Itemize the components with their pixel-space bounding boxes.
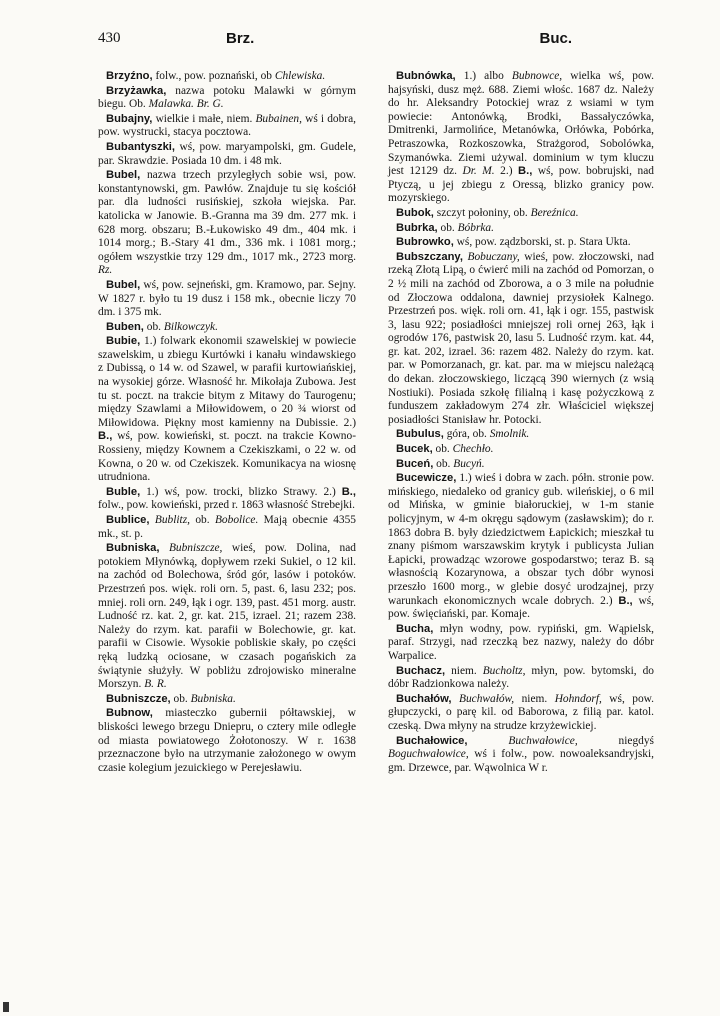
dictionary-entry	[388, 623, 654, 664]
entry-italic-text: Chechło.	[452, 443, 494, 456]
entry-headword: Bubrka,	[396, 221, 438, 234]
right-column	[388, 70, 654, 776]
column-gutter	[373, 66, 374, 938]
entry-text: wś i folw., pow. nowoaleksandryjski, gm. Drzewce, par. Wąwolnica W r.	[388, 748, 654, 774]
entry-text	[159, 542, 168, 554]
dictionary-entry	[98, 542, 356, 692]
entry-text: wieś, pow. złoczowski, nad rzeką Złotą Lipą, o ćwierć mili na zachód od Pomorzan, o 2 ½ mili na zachód od Zborowa, a o 3 mile na południe od Złoczowa oddalona, dawniej przysiołek Kalnego. Przestrzeń pos. więk. roli orn. 41, łąk i ogr. 155, pastwisk 3, lasu 922; posiadłości mniejszej roli ornej 263, łąk i ogrodów 176, pastwisk 20, lasu 5. Ludność rzym. kat. 44, gr. kat. 202, izrael. 36: razem 482. Należy do rzym. kat. par. w Pomorzanach, gr. kat. par. ma w miejscu należącą do dekan. złoczowskiego, liczącą 390 wiernych (z wsią Nostiuki). Posiada szkołę filialną i kasę pożyczkową z funduszem zakładowym 274 złr. Właściciel większej posiadłości Stanisław hr. Potocki.	[388, 250, 654, 426]
entry-italic-text: Bubniszcze,	[168, 542, 223, 555]
entry-text: wś, pow. maryampolski, gm. Gudele, par. Skrawdzie. Posiada 10 dm. i 48 mk.	[98, 140, 356, 167]
entry-text: niem.	[445, 664, 483, 677]
scan-corner-mark	[3, 1002, 9, 1012]
entry-text: wielkie i małe, niem.	[152, 112, 256, 125]
entry-headword: Brzyźno,	[106, 70, 153, 82]
entry-headword: Buceń,	[396, 457, 434, 470]
dictionary-entry	[388, 70, 654, 206]
entry-text: wieś, pow. Dolina, nad potokiem Młynówką, dopływem rzeki Sukiel, o 12 kil. na zachód od Bolechowa, śród gór, lasów i potoków. Przestrzeń pos. więk. roli orn. 5, past. 6, lasu 232; pos. mniej. roli orn. 249, łąk i ogr. 139, past. 451 morg. austr. Ludność rz. kat. 2, gr. kat. 215, izrael. 21; razem 238. Należy do rzym. kat. parafii w Bolechowie, gr. kat. parafii w Cisowie. Wysokie pobliskie skały, po części ręką ludzką ociosane, w czasach pogańskich za świątynie służyły. W pobliżu zdrojowisko mineralne Morszyn.	[98, 542, 356, 691]
entry-text: ob.	[437, 221, 458, 234]
entry-italic-text: Bóbrka.	[457, 221, 494, 234]
entry-text: młyn, pow. bytomski, do dóbr Radzionkowa należy.	[388, 664, 654, 691]
entry-italic-text: Bucholtz,	[482, 664, 526, 677]
entry-italic-text: Bobuczany,	[467, 250, 520, 263]
entry-italic-text: Bubainen,	[255, 112, 302, 125]
entry-text: niem.	[514, 692, 555, 705]
entry-headword: Bubnow,	[106, 707, 153, 720]
entry-text: folw., pow. poznański, ob	[152, 70, 275, 82]
entry-italic-text: Malawka.	[148, 98, 194, 111]
entry-italic-text: Br. G.	[196, 98, 224, 111]
dictionary-entry	[98, 141, 356, 168]
entry-italic-text: Chlewiska.	[274, 70, 326, 82]
dictionary-entry	[98, 279, 356, 320]
entry-text: folw., pow. kowieński, przed r. 1863 własność Strebejki.	[98, 499, 355, 512]
entry-italic-text: Buchwałów,	[459, 692, 515, 705]
entry-text: wś, pow. kowieński, st. poczt. na trakcie Kowno-Rossieny, między Kownem a Czekiszkami, o 22 w. od Kowna, o 20 w. od Czekiszek. Komunikacya na wiosnę utrudniona.	[98, 430, 356, 484]
dictionary-entry	[388, 251, 654, 428]
entry-headword: Bubajny,	[106, 112, 153, 125]
entry-italic-text: Boguchwałowice,	[388, 748, 469, 761]
entry-headword: Bubulus,	[396, 428, 444, 441]
entry-italic-text: Bereźnica.	[530, 206, 579, 219]
dictionary-entry	[388, 222, 654, 236]
running-header	[98, 30, 652, 52]
entry-text: ob.	[190, 514, 215, 526]
dictionary-entry	[98, 707, 356, 775]
entry-headword: Bubrowko,	[396, 236, 454, 249]
entry-italic-text: Bucyń.	[453, 457, 485, 470]
entry-headword: Bubel,	[106, 278, 141, 291]
entry-headword: Bubok,	[396, 206, 434, 219]
entry-headword: Buchałów,	[396, 692, 452, 705]
entry-text: 1.) wieś i dobra w zach. półn. stronie pow. mińskiego, niedaleko od granicy gub. wileńskiej, o 6 mil od Mińska, w gminie białoruckiej, w 1-m stanie policyjnym, w 4-m okręgu sądowym (zasławskim); do r. 1863 dobra B. były dziedzictwem Łapickich; mieszkał tu znany piśmom warszawskim krytyk i publicysta Julian Łapicki, prowadząc wzorowe gospodarstwo; teraz B. są własnością Kozarynowa, a obszar tych dóbr wynosi przeszło 1600 morg., w glebie dosyć urodzajnej, przy warunkach ekonomicznych wcale dobrych. 2.)	[388, 472, 654, 607]
entry-headword: B.,	[98, 430, 113, 443]
entry-text: młyn wodny, pow. rypiński, gm. Wąpielsk, paraf. Strzygi, nad rzeczką bez nazwy, należy do dóbr Warpalice.	[388, 622, 654, 662]
dictionary-entry	[388, 207, 654, 221]
dictionary-entry	[98, 514, 356, 541]
entry-text: nazwa potoku Malawki w górnym biegu. Ob.	[98, 84, 356, 111]
entry-text: góra, ob.	[443, 428, 490, 441]
dictionary-entry	[388, 693, 654, 734]
entry-text: ob.	[170, 692, 191, 705]
entry-headword: Buchacz,	[396, 664, 446, 677]
left-guide-word: Brz.	[226, 30, 255, 47]
entry-headword: Bubantyszki,	[106, 140, 176, 153]
entry-text: Mają obecnie 4355 mk., st. p.	[98, 514, 356, 540]
entry-text: 1.) albo	[455, 70, 512, 82]
dictionary-entry	[98, 693, 356, 707]
entry-headword: B.,	[341, 485, 356, 498]
entry-text: nazwa trzech przyległych sobie wsi, pow. konstantynowski, gm. Pawłów. Znajduje tu się kościół par. dla ludności rusińskiej, szkoła wiejska. Par. katolicka w Janowie. B.-Granna ma 39 dm. 277 mk. i 628 morg. obszaru; B.-Łukowisko 49 dm., 404 mk. i 1014 morg.; B.-Stary 41 dm., 336 mk. i 1081 morg.; ogółem wszystkie trzy 129 dm., 1017 mk., 2723 morg.	[98, 169, 356, 263]
entry-text	[468, 735, 509, 747]
dictionary-entry	[388, 472, 654, 622]
entry-italic-text: Bublitz,	[154, 514, 190, 526]
entry-headword: Buchałowice,	[396, 734, 468, 747]
entry-italic-text: Rz.	[98, 264, 113, 277]
entry-text: 1.) folwark ekonomii szawelskiej w powiecie szawelskim, u zbiegu Kurtówki i kanału windawskiego z Dubissą, o 14 w. od Szawel, w parafii kurtowiańskiej, na wysokiej górze. Własność hr. Mikołaja Zubowa. Jest tu st. poczt. na trakcie bitym z Mitawy do Taurogenu; między Szawlami a Miłowidowem, o 20 ¾ wiorst od Miłowidowa. Piękny most kamienny na Dubissie. 2.)	[98, 335, 356, 429]
dictionary-entry	[98, 113, 356, 140]
entry-headword: Bubszczany,	[396, 250, 463, 263]
entry-text: ob.	[433, 457, 454, 470]
entry-italic-text: Dr. M.	[462, 165, 495, 178]
entry-headword: Bubie,	[106, 335, 141, 348]
dictionary-entry	[388, 665, 654, 692]
entry-italic-text: Bubnowce,	[511, 70, 563, 82]
entry-headword: Bublice,	[106, 514, 150, 526]
dictionary-entry	[98, 70, 356, 84]
dictionary-entry	[388, 735, 654, 776]
left-column	[98, 70, 356, 776]
entry-headword: Bucek,	[396, 443, 433, 456]
entry-text: wś i dobra, pow. wystrucki, stacya pocztowa.	[98, 112, 356, 139]
entry-text: wś, pow. ządzborski, st. p. Stara Ukta.	[453, 236, 631, 249]
dictionary-entry	[388, 458, 654, 472]
dictionary-entry	[98, 169, 356, 278]
dictionary-entry	[388, 236, 654, 250]
entry-text	[452, 693, 459, 705]
entry-text: ob.	[143, 320, 164, 333]
entry-headword: B.,	[618, 594, 633, 607]
entry-italic-text: Bilkowczyk.	[163, 320, 218, 333]
entry-headword: Bucha,	[396, 622, 434, 635]
entry-text: wś, pow. bobrujski, nad Ptyczą, u jej zbiegu z Oressą, blizko granicy pow. mozyrskiego.	[388, 165, 655, 205]
page-number: 430	[98, 30, 121, 46]
entry-headword: Bubniska,	[106, 542, 160, 555]
entry-italic-text: Bubniska.	[190, 692, 236, 705]
dictionary-entry	[388, 428, 654, 442]
dictionary-entry	[98, 321, 356, 335]
entry-text: niegdyś	[577, 734, 654, 747]
dictionary-entry	[98, 85, 356, 112]
entry-text: 2.)	[494, 165, 519, 178]
entry-headword: Buble,	[106, 485, 141, 498]
entry-headword: Brzyżawka,	[106, 84, 167, 97]
entry-headword: Bubnówka,	[396, 70, 456, 82]
entry-text: wielka wś, pow. hajsyński, dusz męż. 688. Ziemi włośc. 1687 dz. Należy do hr. Aleksandry Potockiej wraz z wsiami w tym powiecie: Antonówką, Brodki, Bassałyczówka, Dmitrenki, Jarmolińce, Metanówka, Orłówka, Pobórka, Petraszowka, Rozkoszowka, Strażgorod, Sobolówka, Szymanówka. Ziemi używal. dominium w tym kluczu jest 12129 dz.	[388, 70, 654, 178]
entry-text: ob.	[432, 443, 453, 456]
entry-italic-text: Hohndorf,	[554, 692, 602, 705]
entry-text: wś, pow. święciański, par. Komaje.	[388, 594, 655, 621]
entry-italic-text: Buchwałowice,	[508, 734, 578, 747]
entry-headword: Buben,	[106, 320, 144, 333]
entry-headword: B.,	[518, 165, 533, 178]
entry-headword: Bubel,	[106, 169, 141, 182]
entry-headword: Bucewicze,	[396, 472, 457, 485]
dictionary-entry	[98, 486, 356, 513]
entry-text: miasteczko gubernii półtawskiej, w bliskości lewego brzegu Dniepru, o cztery mile odległe od miasta powiatowego Żołotonoszy. W r. 1638 przeznaczone było na utrzymanie założonego w owym czasie kolegium jezuickiego w Perejesławiu.	[98, 707, 356, 774]
entry-text: szczyt połoniny, ob.	[433, 206, 531, 219]
dictionary-entry	[98, 335, 356, 485]
entry-text: wś, pow. głupczycki, o parę kil. od Baborowa, z filią par. katol. czeską. Dwa młyny na strudze krzyżewickiej.	[388, 692, 654, 732]
right-guide-word: Buc.	[539, 30, 572, 47]
entry-italic-text: Bobolice.	[214, 514, 259, 526]
entry-headword: Bubniszcze,	[106, 692, 171, 705]
dictionary-entry	[388, 443, 654, 457]
entry-italic-text: Smolnik.	[489, 428, 530, 441]
entry-text: 1.) wś, pow. trocki, blizko Strawy. 2.)	[140, 485, 342, 498]
entry-text: wś, pow. sejneński, gm. Kramowo, par. Sejny. W 1827 r. było tu 19 dusz i 158 mk., obecnie liczy 70 dm. i 375 mk.	[98, 278, 356, 319]
entry-italic-text: B. R.	[144, 678, 167, 691]
